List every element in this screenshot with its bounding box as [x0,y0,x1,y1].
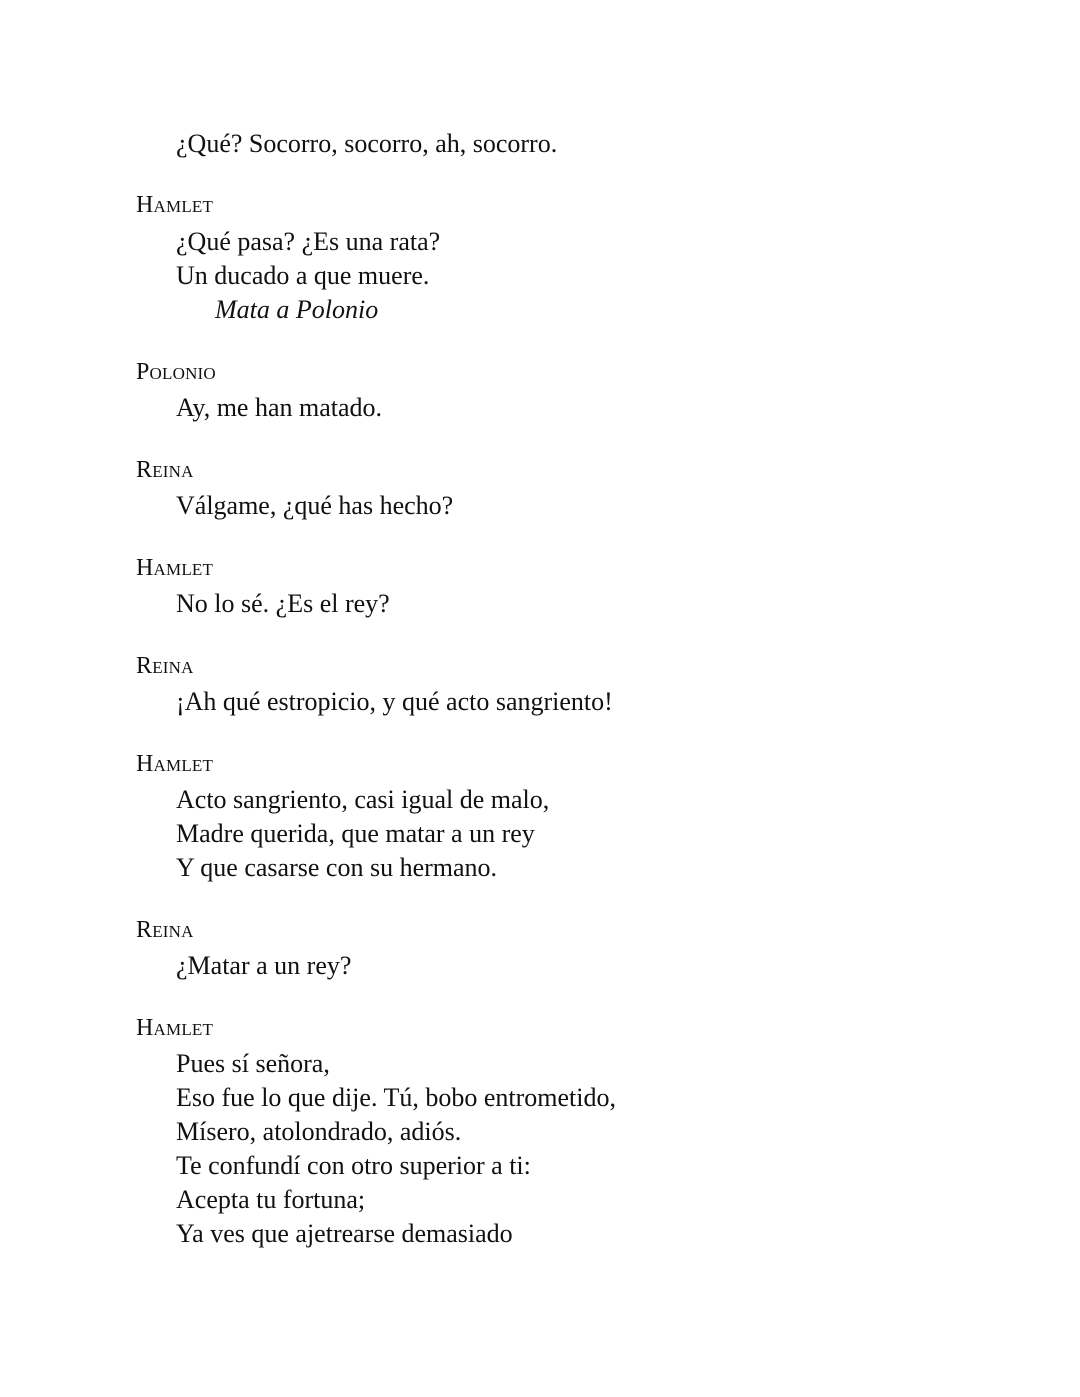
speaker-name: Polonio [136,359,216,385]
dialogue-line: ¡Ah qué estropicio, y qué acto sangriento! [176,687,613,716]
dialogue-line: ¿Matar a un rey? [176,951,352,980]
speaker-name: Reina [136,457,194,483]
dialogue-line: Un ducado a que muere. [176,261,430,290]
dialogue-line: Y que casarse con su hermano. [176,853,498,882]
dialogue-line: Te confundí con otro superior a ti: [176,1151,531,1180]
speaker-name: Hamlet [136,751,214,777]
dialogue-line: Pues sí señora, [176,1049,330,1078]
stage-direction: Mata a Polonio [215,295,379,324]
dialogue-line: Madre querida, que matar a un rey [176,819,535,848]
dialogue-line: Acepta tu fortuna; [176,1185,366,1214]
dialogue-line: Mísero, atolondrado, adiós. [176,1117,462,1146]
dialogue-line: Eso fue lo que dije. Tú, bobo entrometido, [176,1083,616,1112]
speaker-name: Reina [136,653,194,679]
speaker-name: Hamlet [136,555,214,581]
dialogue-line: Ya ves que ajetrearse demasiado [176,1219,513,1248]
dialogue-line: Válgame, ¿qué has hecho? [176,491,454,520]
dialogue-line: No lo sé. ¿Es el rey? [176,589,390,618]
speaker-name: Hamlet [136,1015,214,1041]
dialogue-line: Ay, me han matado. [176,393,383,422]
dialogue-line: ¿Qué? Socorro, socorro, ah, socorro. [176,129,558,158]
speaker-name: Reina [136,917,194,943]
dialogue-line: ¿Qué pasa? ¿Es una rata? [176,227,441,256]
speaker-name: Hamlet [136,192,214,218]
dialogue-line: Acto sangriento, casi igual de malo, [176,785,550,814]
